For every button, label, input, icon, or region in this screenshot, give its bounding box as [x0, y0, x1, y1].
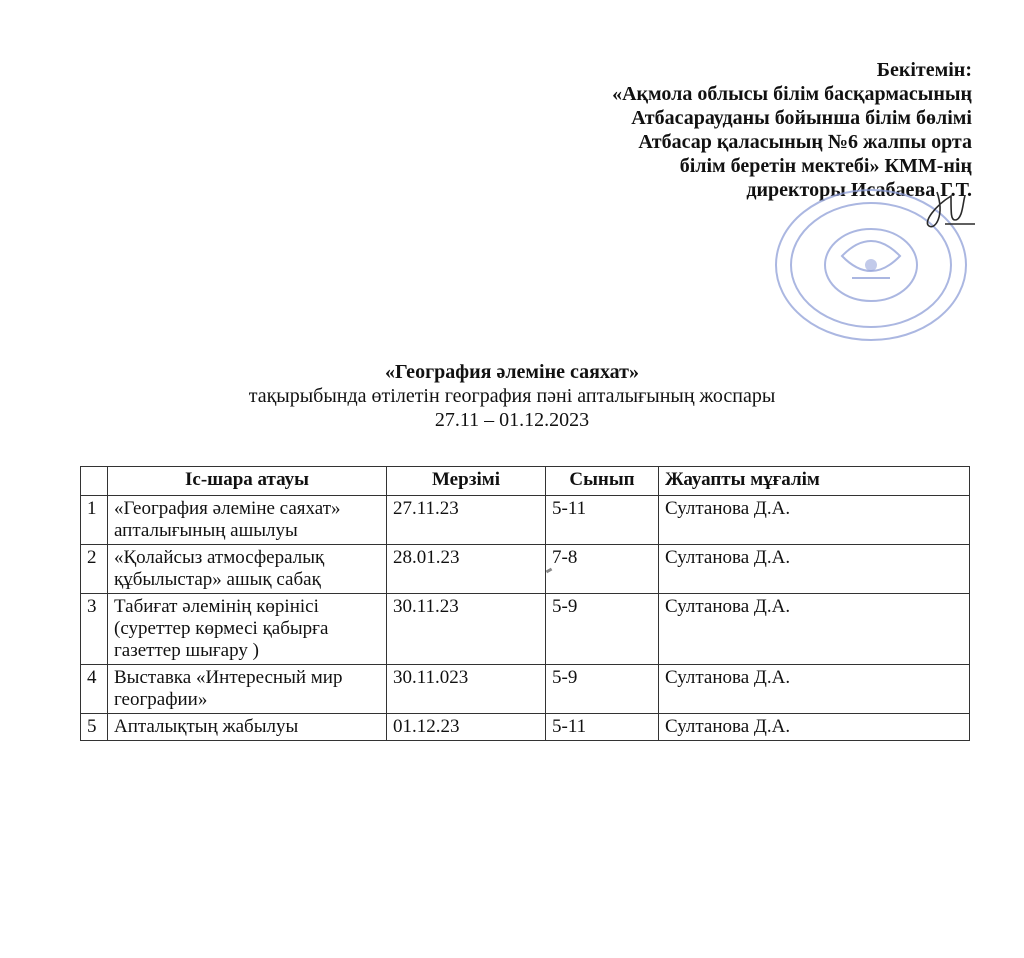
header-class: Сынып	[546, 467, 659, 496]
approval-line: Бекітемін:	[876, 59, 972, 81]
table-row	[81, 714, 970, 741]
row-class: 5-11	[546, 496, 659, 545]
row-teacher: Султанова Д.А.	[659, 496, 970, 545]
event-plan-table	[80, 466, 970, 741]
approval-line: «Ақмола облысы білім басқармасының	[612, 83, 972, 105]
header-number	[81, 467, 108, 496]
row-event-name: «Қолайсыз атмосфералық құбылыстар» ашық сабақ	[108, 545, 387, 594]
approval-line: білім беретін мектебі» КММ-нің	[679, 155, 972, 177]
signature-icon	[915, 186, 975, 236]
row-class: 5-9	[546, 594, 659, 665]
row-date: 27.11.23	[387, 496, 546, 545]
approval-line: Атбасар қаласының №6 жалпы орта	[638, 131, 972, 153]
row-event-name: Апталықтың жабылуы	[108, 714, 387, 741]
table-row	[81, 496, 970, 545]
document-heading	[0, 360, 1024, 432]
table-header-row	[81, 467, 970, 496]
table-row	[81, 594, 970, 665]
row-number: 1	[81, 496, 108, 545]
table-row	[81, 545, 970, 594]
row-teacher: Султанова Д.А.	[659, 594, 970, 665]
row-number: 3	[81, 594, 108, 665]
row-class: 7-8	[546, 545, 659, 594]
row-teacher: Султанова Д.А.	[659, 714, 970, 741]
document-dates: 27.11 – 01.12.2023	[434, 409, 590, 431]
approval-line: Атбасарауданы бойынша білім бөлімі	[631, 107, 972, 129]
row-event-name: Выставка «Интересный мир географии»	[108, 665, 387, 714]
row-number: 2	[81, 545, 108, 594]
row-class: 5-11	[546, 714, 659, 741]
document-subtitle: тақырыбында өтілетін география пәні апталығының жоспары	[248, 385, 776, 407]
row-teacher: Султанова Д.А.	[659, 545, 970, 594]
row-teacher: Султанова Д.А.	[659, 665, 970, 714]
row-date: 30.11.023	[387, 665, 546, 714]
header-event-name: Іс-шара атауы	[108, 467, 387, 496]
row-number: 5	[81, 714, 108, 741]
header-teacher: Жауапты мұғалім	[659, 467, 970, 496]
approval-line: директоры Исабаева Г.Т.	[746, 179, 972, 201]
row-event-name: Табиғат әлемінің көрінісі (суреттер көрмесі қабырға газеттер шығару )	[108, 594, 387, 665]
approval-block	[412, 58, 972, 202]
row-number: 4	[81, 665, 108, 714]
row-class: 5-9	[546, 665, 659, 714]
row-date: 01.12.23	[387, 714, 546, 741]
document-title: «География әлеміне саяхат»	[384, 361, 639, 383]
row-event-name: «География әлеміне саяхат» апталығының ашылуы	[108, 496, 387, 545]
header-date: Мерзімі	[387, 467, 546, 496]
row-date: 28.01.23	[387, 545, 546, 594]
table-row	[81, 665, 970, 714]
row-date: 30.11.23	[387, 594, 546, 665]
